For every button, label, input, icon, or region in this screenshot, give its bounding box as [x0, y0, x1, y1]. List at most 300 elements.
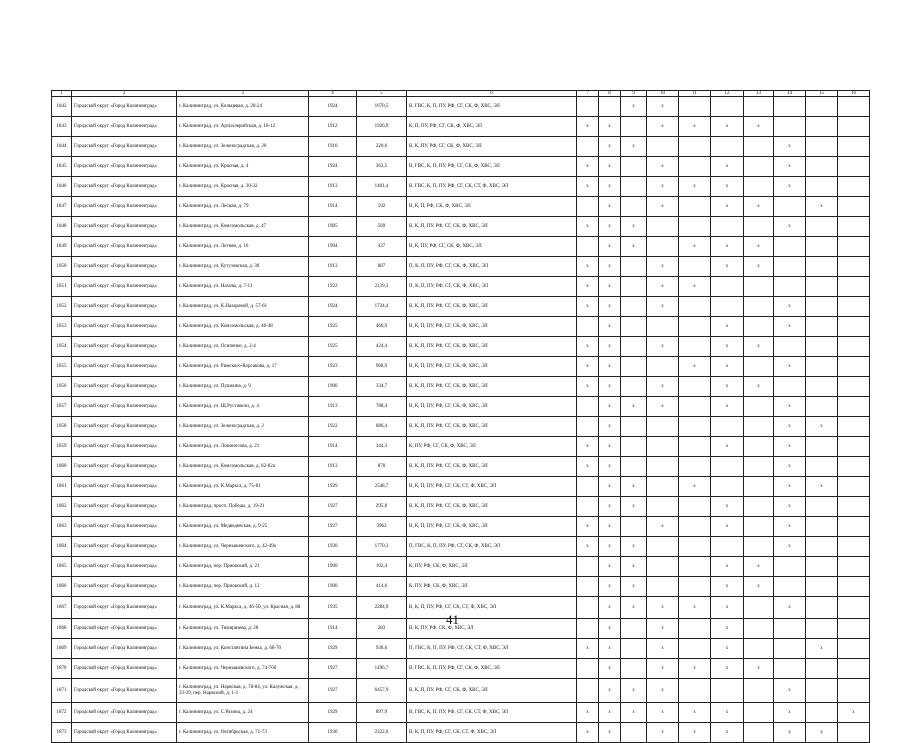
- works-cell: В, К, П, ПУ, РФ, СГ, СК, Ф, ХВС, ЭЛ: [407, 357, 577, 377]
- municipality-cell: Городской округ «Город Калининград»: [72, 497, 177, 517]
- address-cell: г. Калининград, ул. Летняя, д. 16: [177, 237, 309, 257]
- mark-cell: x: [577, 117, 599, 137]
- table-row: [52, 497, 870, 517]
- works-cell: В, К, П, ПУ, РФ, СГ, СК, Ф, ХВС, ЭЛ: [407, 457, 577, 477]
- mark-cell: [679, 639, 711, 659]
- mark-cell: x: [599, 417, 621, 437]
- area-cell: 1926,9: [357, 117, 407, 137]
- mark-cell: [621, 639, 647, 659]
- column-number-cell: 13: [744, 91, 774, 97]
- mark-cell: [806, 557, 838, 577]
- year-cell: 1904: [309, 237, 357, 257]
- works-cell: П, ГВС, К, П, ПУ, РФ, СГ, СК, СТ, Ф, ХВС, ЭЛ: [407, 639, 577, 659]
- municipality-cell: Городской округ «Город Калининград»: [72, 177, 177, 197]
- year-cell: 1923: [309, 357, 357, 377]
- mark-cell: [838, 723, 870, 743]
- mark-cell: [744, 497, 774, 517]
- mark-cell: [621, 197, 647, 217]
- row-number-cell: 1844: [52, 137, 72, 157]
- mark-cell: [744, 723, 774, 743]
- mark-cell: [577, 577, 599, 597]
- municipality-cell: Городской округ «Город Калининград»: [72, 397, 177, 417]
- mark-cell: [838, 679, 870, 703]
- area-cell: 192: [357, 197, 407, 217]
- mark-cell: [679, 517, 711, 537]
- row-number-cell: 1843: [52, 117, 72, 137]
- year-cell: 1936: [309, 723, 357, 743]
- mark-cell: [838, 437, 870, 457]
- column-number-cell: 4: [309, 91, 357, 97]
- mark-cell: [711, 457, 744, 477]
- mark-cell: x: [744, 237, 774, 257]
- municipality-cell: Городской округ «Город Калининград»: [72, 217, 177, 237]
- mark-cell: x: [711, 377, 744, 397]
- mark-cell: x: [774, 703, 806, 723]
- mark-cell: [599, 97, 621, 117]
- mark-cell: [838, 557, 870, 577]
- mark-cell: x: [599, 277, 621, 297]
- area-cell: 2139,3: [357, 277, 407, 297]
- mark-cell: x: [577, 723, 599, 743]
- address-cell: г. Калининград, ул. К.Маркса, д. 75-81: [177, 477, 309, 497]
- mark-cell: x: [711, 157, 744, 177]
- row-number-cell: 1872: [52, 703, 72, 723]
- mark-cell: x: [744, 557, 774, 577]
- area-cell: 2322,6: [357, 723, 407, 743]
- year-cell: 1927: [309, 679, 357, 703]
- municipality-cell: Городской округ «Город Калининград»: [72, 277, 177, 297]
- mark-cell: [774, 639, 806, 659]
- works-cell: В, ГВС, К, П, ПУ, РФ, СГ, СК, СТ, Ф, ХВС, ЭЛ: [407, 177, 577, 197]
- mark-cell: [744, 397, 774, 417]
- mark-cell: x: [599, 597, 621, 619]
- address-cell: г. Калининград, ул. Красная, д. 30-32: [177, 177, 309, 197]
- mark-cell: [679, 197, 711, 217]
- mark-cell: x: [711, 437, 744, 457]
- mark-cell: [838, 337, 870, 357]
- mark-cell: [806, 659, 838, 679]
- mark-cell: [679, 337, 711, 357]
- mark-cell: [577, 557, 599, 577]
- area-cell: 414,6: [357, 577, 407, 597]
- works-cell: К, ПУ, РФ, СК, Ф, ХВС, ЭЛ: [407, 577, 577, 597]
- mark-cell: x: [577, 157, 599, 177]
- year-cell: 1929: [309, 703, 357, 723]
- works-cell: К, ПУ, РФ, СК, Ф, ХВС, ЭЛ: [407, 557, 577, 577]
- address-cell: г. Калининград, ул. Осипенко, д. 2-4: [177, 337, 309, 357]
- municipality-cell: Городской округ «Город Калининград»: [72, 477, 177, 497]
- mark-cell: [679, 217, 711, 237]
- area-cell: 3962: [357, 517, 407, 537]
- mark-cell: x: [599, 397, 621, 417]
- mark-cell: x: [647, 679, 679, 703]
- table-row: [52, 317, 870, 337]
- mark-cell: x: [806, 197, 838, 217]
- mark-cell: x: [774, 317, 806, 337]
- mark-cell: x: [621, 577, 647, 597]
- address-cell: г. Калининград, ул. Кутузовская, д. 30: [177, 257, 309, 277]
- mark-cell: x: [744, 659, 774, 679]
- mark-cell: x: [599, 357, 621, 377]
- address-cell: г. Калининград, ул. Щ.Руставели, д. 4: [177, 397, 309, 417]
- municipality-cell: Городской округ «Город Калининград»: [72, 639, 177, 659]
- mark-cell: [647, 217, 679, 237]
- municipality-cell: Городской округ «Город Калининград»: [72, 679, 177, 703]
- mark-cell: [621, 723, 647, 743]
- municipality-cell: Городской округ «Город Калининград»: [72, 137, 177, 157]
- area-cell: 424,4: [357, 337, 407, 357]
- mark-cell: x: [599, 257, 621, 277]
- mark-cell: [838, 197, 870, 217]
- works-cell: В, К, ПУ, РФ, СГ, СК, Ф, ХВС, ЭЛ: [407, 137, 577, 157]
- mark-cell: [806, 257, 838, 277]
- mark-cell: x: [679, 237, 711, 257]
- table-row: [52, 703, 870, 723]
- area-cell: 788,4: [357, 397, 407, 417]
- works-cell: В, К, П, ПУ, РФ, СГ, СК, Ф, ХВС, ЭЛ: [407, 497, 577, 517]
- year-cell: 1925: [309, 337, 357, 357]
- row-number-cell: 1864: [52, 537, 72, 557]
- works-cell: В, ГВС, К, П, ПУ, РФ, СГ, СК, Ф, ХВС, ЭЛ: [407, 97, 577, 117]
- mark-cell: x: [621, 477, 647, 497]
- mark-cell: [806, 357, 838, 377]
- mark-cell: x: [621, 703, 647, 723]
- table-row: [52, 277, 870, 297]
- page-number: 41: [446, 612, 459, 627]
- table-row: [52, 537, 870, 557]
- row-number-cell: 1866: [52, 577, 72, 597]
- works-cell: В, ГВС, К, П, ПУ, РФ, СГ, СК, СТ, Ф, ХВС, ЭЛ: [407, 703, 577, 723]
- table-row: [52, 659, 870, 679]
- row-number-cell: 1871: [52, 679, 72, 703]
- table-row: [52, 517, 870, 537]
- mark-cell: [838, 157, 870, 177]
- mark-cell: [806, 397, 838, 417]
- mark-cell: [679, 297, 711, 317]
- mark-cell: x: [577, 277, 599, 297]
- year-cell: 1906: [309, 377, 357, 397]
- row-number-cell: 1857: [52, 397, 72, 417]
- mark-cell: [744, 457, 774, 477]
- mark-cell: x: [711, 237, 744, 257]
- address-cell: г. Калининград, ул. К.Маркса, д. 46-50, ул. Красная, д. 88: [177, 597, 309, 619]
- mark-cell: x: [774, 597, 806, 619]
- table-row: [52, 457, 870, 477]
- mark-cell: [744, 417, 774, 437]
- mark-cell: [577, 397, 599, 417]
- mark-cell: x: [599, 477, 621, 497]
- mark-cell: x: [744, 337, 774, 357]
- row-number-cell: 1858: [52, 417, 72, 437]
- mark-cell: x: [744, 197, 774, 217]
- mark-cell: [711, 679, 744, 703]
- mark-cell: [679, 137, 711, 157]
- mark-cell: [806, 297, 838, 317]
- mark-cell: [621, 177, 647, 197]
- mark-cell: x: [744, 377, 774, 397]
- mark-cell: x: [774, 157, 806, 177]
- mark-cell: x: [577, 537, 599, 557]
- address-cell: г. Калининград, ул. Кольцевая, д. 20-24: [177, 97, 309, 117]
- mark-cell: [744, 97, 774, 117]
- mark-cell: [806, 517, 838, 537]
- address-cell: г. Калининград, ул. Ломоносова, д. 21: [177, 437, 309, 457]
- mark-cell: [647, 477, 679, 497]
- table-row: [52, 197, 870, 217]
- column-number-cell: 7: [577, 91, 599, 97]
- municipality-cell: Городской округ «Город Калининград»: [72, 619, 177, 639]
- mark-cell: x: [711, 357, 744, 377]
- works-cell: В, К, П, ПУ, РФ, СГ, СК, Ф, ХВС, ЭЛ: [407, 337, 577, 357]
- mark-cell: [838, 117, 870, 137]
- address-cell: г. Калининград, ул. Комсомольская, д. 46-48: [177, 317, 309, 337]
- mark-cell: x: [577, 297, 599, 317]
- municipality-cell: Городской округ «Город Калининград»: [72, 257, 177, 277]
- mark-cell: [647, 417, 679, 437]
- table-row: [52, 157, 870, 177]
- works-cell: П, ГВС, К, П, ПУ, РФ, СГ, СК, Ф, ХВС, ЭЛ: [407, 537, 577, 557]
- row-number-cell: 1868: [52, 619, 72, 639]
- municipality-cell: Городской округ «Город Калининград»: [72, 357, 177, 377]
- works-cell: В, К, П, ПУ, РФ, СГ, СК, Ф, ХВС, ЭЛ: [407, 397, 577, 417]
- row-number-cell: 1854: [52, 337, 72, 357]
- mark-cell: [711, 97, 744, 117]
- mark-cell: x: [647, 277, 679, 297]
- mark-cell: x: [599, 157, 621, 177]
- mark-cell: x: [647, 157, 679, 177]
- mark-cell: [621, 517, 647, 537]
- mark-cell: x: [599, 117, 621, 137]
- mark-cell: x: [679, 277, 711, 297]
- year-cell: 1900: [309, 557, 357, 577]
- table-row: [52, 639, 870, 659]
- mark-cell: [647, 317, 679, 337]
- mark-cell: [744, 477, 774, 497]
- table-row: [52, 357, 870, 377]
- mark-cell: x: [599, 237, 621, 257]
- register-table-body: [52, 91, 870, 743]
- column-number-cell: 9: [621, 91, 647, 97]
- area-cell: 686,4: [357, 417, 407, 437]
- mark-cell: [774, 557, 806, 577]
- mark-cell: [838, 577, 870, 597]
- table-row: [52, 257, 870, 277]
- municipality-cell: Городской округ «Город Калининград»: [72, 557, 177, 577]
- row-number-cell: 1853: [52, 317, 72, 337]
- area-cell: 220,6: [357, 137, 407, 157]
- table-row: [52, 577, 870, 597]
- works-cell: В, К, П, ПУ, РФ, СГ, СК, СТ, Ф, ХВС, ЭЛ: [407, 723, 577, 743]
- mark-cell: [647, 357, 679, 377]
- mark-cell: [838, 297, 870, 317]
- year-cell: 1927: [309, 497, 357, 517]
- mark-cell: x: [711, 703, 744, 723]
- mark-cell: [838, 137, 870, 157]
- mark-cell: [838, 497, 870, 517]
- address-cell: г. Калининград, ул. К.Назаровой, д. 57-61: [177, 297, 309, 317]
- mark-cell: x: [621, 679, 647, 703]
- year-cell: 1929: [309, 477, 357, 497]
- mark-cell: x: [647, 97, 679, 117]
- mark-cell: x: [774, 477, 806, 497]
- mark-cell: x: [599, 317, 621, 337]
- mark-cell: x: [774, 297, 806, 317]
- column-number-cell: 3: [177, 91, 309, 97]
- mark-cell: [806, 497, 838, 517]
- mark-cell: x: [679, 703, 711, 723]
- mark-cell: x: [679, 477, 711, 497]
- address-cell: г. Калининград, ул. Чернышевского, д. 74-76б: [177, 659, 309, 679]
- mark-cell: [838, 317, 870, 337]
- mark-cell: [621, 297, 647, 317]
- year-cell: 1924: [309, 157, 357, 177]
- mark-cell: x: [679, 723, 711, 743]
- mark-cell: [711, 137, 744, 157]
- address-cell: г. Калининград, ул. Медведевская, д. 9-25: [177, 517, 309, 537]
- mark-cell: x: [744, 257, 774, 277]
- mark-cell: [806, 117, 838, 137]
- year-cell: 1900: [309, 577, 357, 597]
- mark-cell: [806, 277, 838, 297]
- table-row: [52, 177, 870, 197]
- mark-cell: x: [647, 337, 679, 357]
- municipality-cell: Городской округ «Город Калининград»: [72, 703, 177, 723]
- column-number-cell: 16: [838, 91, 870, 97]
- works-cell: В, К, П, ПУ, РФ, СГ, СК, СТ, Ф, ХВС, ЭЛ: [407, 597, 577, 619]
- mark-cell: x: [774, 137, 806, 157]
- mark-cell: x: [599, 537, 621, 557]
- mark-cell: [647, 137, 679, 157]
- mark-cell: [774, 237, 806, 257]
- area-cell: 2548,7: [357, 477, 407, 497]
- mark-cell: [774, 257, 806, 277]
- mark-cell: [838, 397, 870, 417]
- mark-cell: x: [774, 497, 806, 517]
- mark-cell: [838, 97, 870, 117]
- row-number-cell: 1845: [52, 157, 72, 177]
- table-row: [52, 137, 870, 157]
- table-row: [52, 397, 870, 417]
- mark-cell: x: [599, 197, 621, 217]
- column-number-cell: 8: [599, 91, 621, 97]
- mark-cell: [679, 377, 711, 397]
- mark-cell: [647, 557, 679, 577]
- mark-cell: [647, 457, 679, 477]
- mark-cell: x: [647, 723, 679, 743]
- mark-cell: [577, 137, 599, 157]
- mark-cell: x: [577, 639, 599, 659]
- area-cell: 938,6: [357, 639, 407, 659]
- mark-cell: [838, 659, 870, 679]
- mark-cell: [838, 639, 870, 659]
- address-cell: г. Калининград, ул. Зеленоградская, д. 2: [177, 417, 309, 437]
- mark-cell: [647, 437, 679, 457]
- table-row: [52, 377, 870, 397]
- mark-cell: x: [774, 397, 806, 417]
- mark-cell: x: [679, 177, 711, 197]
- mark-cell: x: [621, 497, 647, 517]
- year-cell: 1927: [309, 659, 357, 679]
- mark-cell: [744, 177, 774, 197]
- works-cell: В, ГВС, К, П, ПУ, РФ, СГ, СК, Ф, ХВС, ЭЛ: [407, 157, 577, 177]
- mark-cell: [621, 457, 647, 477]
- mark-cell: x: [647, 619, 679, 639]
- mark-cell: [679, 397, 711, 417]
- mark-cell: x: [711, 619, 744, 639]
- mark-cell: [711, 277, 744, 297]
- row-number-cell: 1849: [52, 237, 72, 257]
- row-number-cell: 1852: [52, 297, 72, 317]
- year-cell: 1929: [309, 639, 357, 659]
- mark-cell: [806, 97, 838, 117]
- mark-cell: x: [599, 217, 621, 237]
- address-cell: г. Калининград, ул. Чернышевского, д. 42-49а: [177, 537, 309, 557]
- works-cell: П, К, П, ПУ, РФ, СГ, СК, Ф, ХВС, ЭЛ: [407, 277, 577, 297]
- year-cell: 1913: [309, 457, 357, 477]
- mark-cell: [679, 537, 711, 557]
- mark-cell: x: [679, 597, 711, 619]
- year-cell: 1913: [309, 397, 357, 417]
- municipality-cell: Городской округ «Город Калининград»: [72, 577, 177, 597]
- works-cell: В, К, П, ПУ, РФ, СГ, СК, Ф, ХВС, ЭЛ: [407, 317, 577, 337]
- mark-cell: [679, 417, 711, 437]
- mark-cell: x: [711, 659, 744, 679]
- row-number-cell: 1859: [52, 437, 72, 457]
- area-cell: 2284,9: [357, 597, 407, 619]
- address-cell: г. Калининград, ул. Комсомольская, д. 82-82а: [177, 457, 309, 477]
- year-cell: 1913: [309, 257, 357, 277]
- mark-cell: x: [599, 703, 621, 723]
- mark-cell: [744, 277, 774, 297]
- mark-cell: x: [744, 577, 774, 597]
- mark-cell: x: [679, 659, 711, 679]
- mark-cell: [806, 157, 838, 177]
- works-cell: П, К, П, ПУ, РФ, СГ, СК, Ф, ХВС, ЭЛ: [407, 257, 577, 277]
- mark-cell: x: [647, 703, 679, 723]
- row-number-cell: 1873: [52, 723, 72, 743]
- year-cell: 1935: [309, 597, 357, 619]
- works-cell: В, К, П, ПУ, РФ, СГ, СК, Ф, ХВС, ЭЛ: [407, 517, 577, 537]
- area-cell: 102,4: [357, 557, 407, 577]
- mark-cell: [621, 659, 647, 679]
- mark-cell: [806, 237, 838, 257]
- mark-cell: [838, 517, 870, 537]
- mark-cell: [838, 357, 870, 377]
- mark-cell: [679, 157, 711, 177]
- municipality-cell: Городской округ «Город Калининград»: [72, 457, 177, 477]
- mark-cell: [679, 557, 711, 577]
- mark-cell: x: [774, 457, 806, 477]
- works-cell: В, К, П, ПУ, РФ, СГ, СК, Ф, ХВС, ЭЛ: [407, 417, 577, 437]
- row-number-cell: 1861: [52, 477, 72, 497]
- year-cell: 1922: [309, 277, 357, 297]
- mark-cell: [621, 277, 647, 297]
- mark-cell: [679, 257, 711, 277]
- year-cell: 1905: [309, 217, 357, 237]
- mark-cell: x: [647, 659, 679, 679]
- address-cell: г. Калининград, ул. Константина Бенка, д. 68-70: [177, 639, 309, 659]
- municipality-cell: Городской округ «Город Калининград»: [72, 537, 177, 557]
- mark-cell: x: [647, 197, 679, 217]
- mark-cell: [679, 577, 711, 597]
- mark-cell: [774, 277, 806, 297]
- mark-cell: x: [599, 517, 621, 537]
- mark-cell: x: [647, 377, 679, 397]
- year-cell: 1930: [309, 537, 357, 557]
- area-cell: 1401,4: [357, 177, 407, 197]
- mark-cell: x: [711, 177, 744, 197]
- row-number-cell: 1851: [52, 277, 72, 297]
